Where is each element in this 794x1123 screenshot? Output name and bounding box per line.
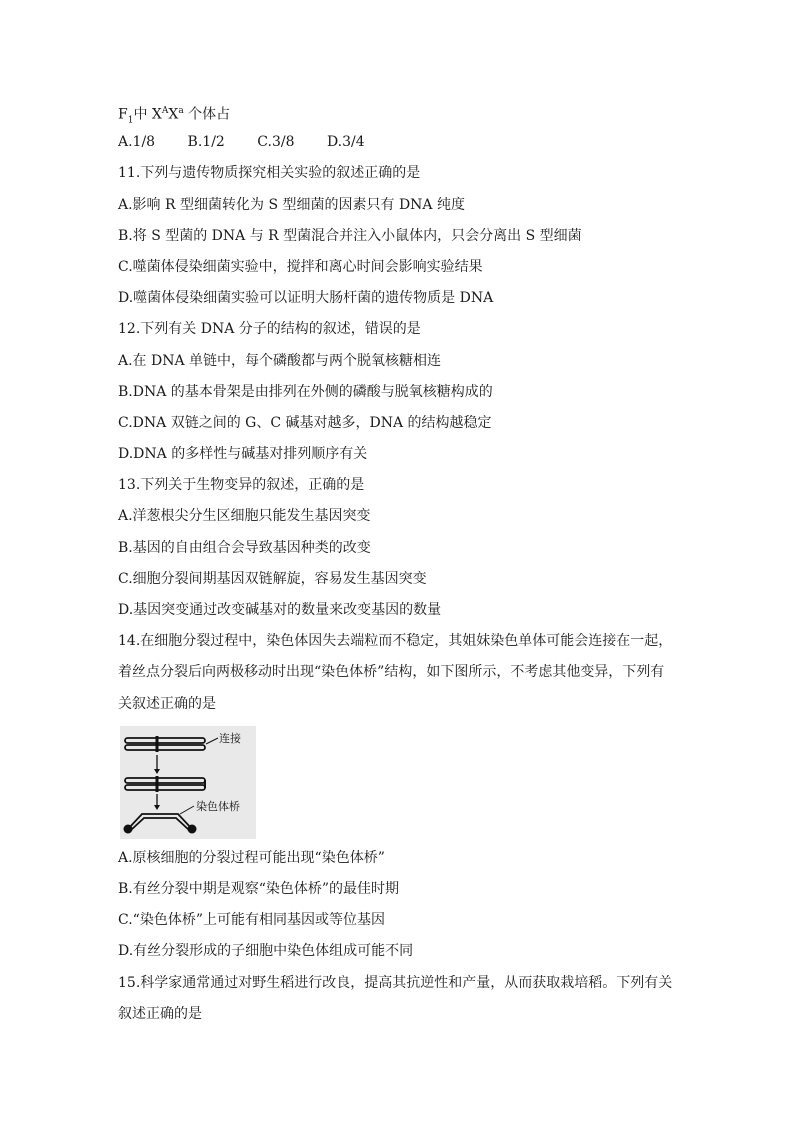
bridge-pointer bbox=[180, 806, 194, 814]
q14-option-c: C.“染色体桥”上可能有相同基因或等位基因 bbox=[118, 912, 385, 929]
q14-stem-line-1: 14.在细胞分裂过程中，染色体因失去端粒而不稳定，其姐妹染色单体可能会连接在一起， bbox=[118, 633, 673, 650]
q10-option-d: D.3/4 bbox=[326, 134, 365, 151]
figure-label-bridge: 染色体桥 bbox=[196, 799, 240, 813]
q10-option-b: B.1/2 bbox=[187, 134, 225, 151]
figure-label-connect: 连接 bbox=[219, 731, 241, 745]
chromosome-top-lower bbox=[125, 745, 205, 750]
bridge-chromatid-outer bbox=[128, 814, 192, 829]
q14-option-a: A.原核细胞的分裂过程可能出现“染色体桥” bbox=[118, 849, 385, 866]
q14-stem-line-2: 着丝点分裂后向两极移动时出现“染色体桥”结构，如下图所示，不考虑其他变异，下列有 bbox=[118, 664, 665, 681]
q12-option-d: D.DNA 的多样性与碱基对排列顺序有关 bbox=[118, 446, 368, 463]
q10-stem-tail: $F_1$中 $X^AX^a$ 个体占 bbox=[118, 106, 231, 126]
q14-option-d: D.有丝分裂形成的子细胞中染色体组成可能不同 bbox=[118, 943, 414, 960]
chromosome-top-upper bbox=[125, 738, 205, 743]
q11-option-c: C.噬菌体侵染细菌实验中，搅拌和离心时间会影响实验结果 bbox=[118, 258, 483, 275]
q12-stem: 12.下列有关 DNA 分子的结构的叙述，错误的是 bbox=[118, 321, 421, 338]
q11-option-b: B.将 S 型菌的 DNA 与 R 型菌混合并注入小鼠体内，只会分离出 S 型细菌 bbox=[118, 227, 582, 244]
q10-option-c: C.3/8 bbox=[257, 134, 295, 151]
q13-option-d: D.基因突变通过改变碱基对的数量来改变基因的数量 bbox=[118, 602, 442, 618]
q11-stem: 11.下列与遗传物质探究相关实验的叙述正确的是 bbox=[118, 165, 421, 182]
arrow-2-head bbox=[154, 805, 160, 810]
chromosome-middle-upper bbox=[125, 778, 205, 783]
connect-pointer bbox=[206, 738, 218, 744]
q14-option-b: B.有丝分裂中期是观察“染色体桥”的最佳时期 bbox=[118, 880, 400, 897]
q11-option-a: A.影响 R 型细菌转化为 S 型细菌的因素只有 DNA 纯度 bbox=[118, 196, 465, 213]
q14-stem-line-3: 关叙述正确的是 bbox=[118, 695, 216, 712]
chromosome-bridge-figure bbox=[120, 726, 256, 839]
chromosome-middle-lower bbox=[125, 785, 205, 790]
q13-option-a: A.洋葱根尖分生区细胞只能发生基因突变 bbox=[118, 508, 371, 525]
q13-stem: 13.下列关于生物变异的叙述，正确的是 bbox=[118, 477, 365, 494]
q12-option-c: C.DNA 双链之间的 G、C 碱基对越多，DNA 的结构越稳定 bbox=[118, 414, 492, 431]
q15-stem-line-1: 15.科学家通常通过对野生稻进行改良，提高其抗逆性和产量，从而获取栽培稻。下列有关 bbox=[118, 974, 673, 991]
q12-option-b: B.DNA 的基本骨架是由排列在外侧的磷酸与脱氧核糖构成的 bbox=[118, 383, 493, 400]
q11-option-d: D.噬菌体侵染细菌实验可以证明大肠杆菌的遗传物质是 DNA bbox=[118, 290, 494, 307]
q15-stem-line-2: 叙述正确的是 bbox=[118, 1005, 202, 1022]
q13-option-c: C.细胞分裂间期基因双链解旋，容易发生基因突变 bbox=[118, 570, 427, 587]
arrow-1-head bbox=[154, 769, 160, 774]
bridge-chromatid-inner bbox=[131, 818, 189, 830]
q10-option-a: A.1/8 bbox=[118, 134, 156, 151]
exam-page bbox=[118, 96, 688, 1030]
q10-options bbox=[118, 127, 688, 158]
q13-option-b: B.基因的自由组合会导致基因种类的改变 bbox=[118, 539, 371, 556]
q12-option-a: A.在 DNA 单链中，每个磷酸都与两个脱氧核糖相连 bbox=[118, 352, 442, 369]
